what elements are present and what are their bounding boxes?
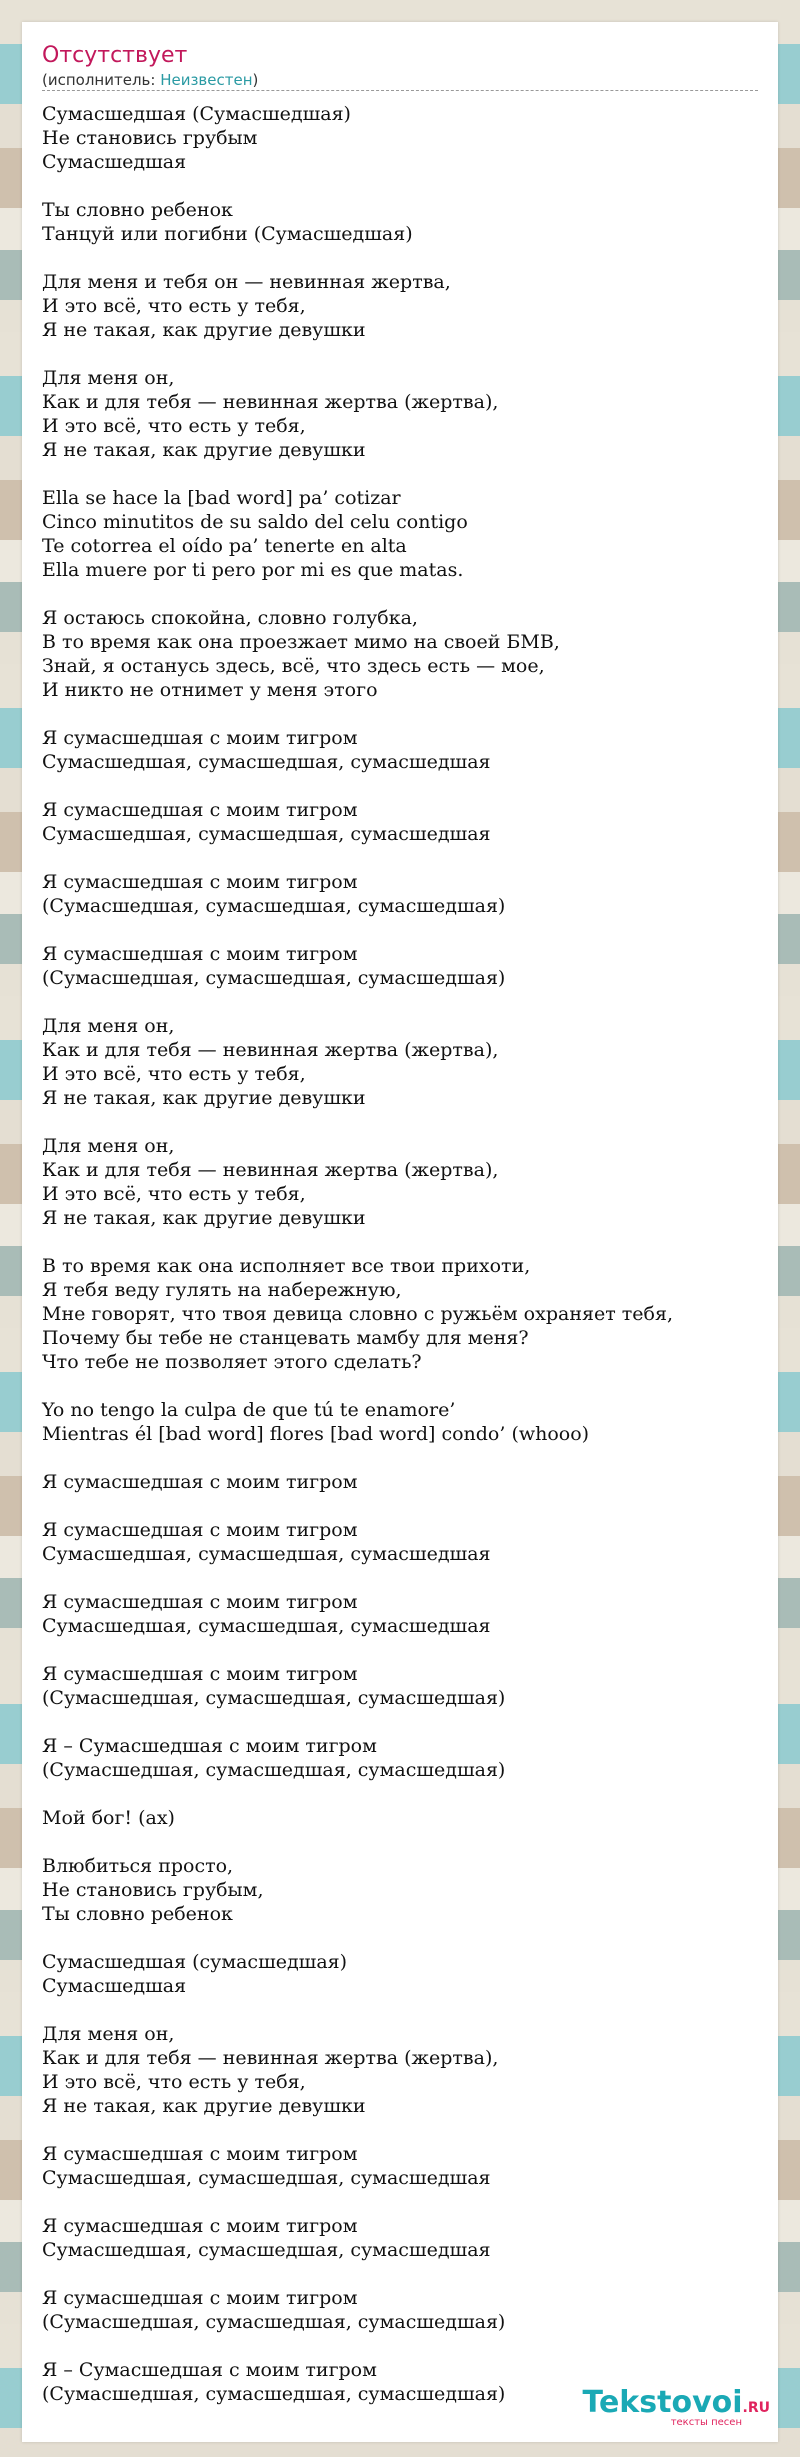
artist-link[interactable]: Неизвестен [160,71,253,89]
lyrics-line: Как и для тебя — невинная жертва (жертва), [42,1159,499,1181]
lyrics-line: Почему бы тебе не станцевать мамбу для меня? [42,1327,529,1349]
lyrics-line: Сумасшедшая, сумасшедшая, сумасшедшая [42,2239,491,2261]
lyrics-line: (Сумасшедшая, сумасшедшая, сумасшедшая) [42,2311,506,2333]
lyrics-stanza [42,1134,758,1230]
lyrics-line: Мне говорят, что твоя девица словно с ружьём охраняет тебя, [42,1303,673,1325]
lyrics-line: Я сумасшедшая с моим тигром [42,727,358,749]
lyrics-line: (Сумасшедшая, сумасшедшая, сумасшедшая) [42,967,506,989]
lyrics-stanza [42,1662,758,1710]
lyrics-line: Я не такая, как другие девушки [42,1207,366,1229]
lyrics-line: Влюбиться просто, [42,1855,234,1877]
lyrics-line: Сумасшедшая (Сумасшедшая) [42,103,351,125]
lyrics-line: (Сумасшедшая, сумасшедшая, сумасшедшая) [42,1687,506,1709]
lyrics-line: Я сумасшедшая с моим тигром [42,1591,358,1613]
lyrics-line: Я не такая, как другие девушки [42,319,366,341]
lyrics-line: Для меня он, [42,2023,175,2045]
lyrics-line: Как и для тебя — невинная жертва (жертва), [42,1039,499,1061]
lyrics-line: Для меня он, [42,1135,175,1157]
lyrics-stanza [42,2142,758,2190]
lyrics-line: Для меня и тебя он — невинная жертва, [42,271,451,293]
lyrics-line: Cinco minutitos de su saldo del celu contigo [42,511,468,533]
lyrics-stanza [42,102,758,174]
lyrics-stanza [42,2286,758,2334]
lyrics-stanza [42,1470,758,1494]
lyrics-line: Я не такая, как другие девушки [42,439,366,461]
lyrics-line: Я сумасшедшая с моим тигром [42,943,358,965]
lyrics-line: И никто не отнимет у меня этого [42,679,378,701]
lyrics-stanza [42,2022,758,2118]
lyrics-stanza [42,1254,758,1374]
lyrics-line: (Сумасшедшая, сумасшедшая, сумасшедшая) [42,1759,506,1781]
lyrics-stanza [42,1590,758,1638]
header-divider [42,90,758,91]
lyrics-line: Я сумасшедшая с моим тигром [42,871,358,893]
lyrics-line: Я тебя веду гулять на набережную, [42,1279,402,1301]
lyrics-line: И это всё, что есть у тебя, [42,295,306,317]
lyrics-line: Как и для тебя — невинная жертва (жертва), [42,391,499,413]
artist-prefix: (исполнитель: [42,71,161,89]
lyrics-line: Сумасшедшая [42,1975,187,1997]
lyrics-line: Сумасшедшая, сумасшедшая, сумасшедшая [42,1615,491,1637]
lyrics-line: Я сумасшедшая с моим тигром [42,1519,358,1541]
lyrics-line: Я не такая, как другие девушки [42,1087,366,1109]
lyrics-line: Ella muere por ti pero por mi es que matas. [42,559,464,581]
lyrics-line: Я не такая, как другие девушки [42,2095,366,2117]
lyrics-line: Я сумасшедшая с моим тигром [42,2143,358,2165]
lyrics-card [22,22,778,2442]
lyrics-line: Я сумасшедшая с моим тигром [42,2287,358,2309]
lyrics-line: И это всё, что есть у тебя, [42,1063,306,1085]
lyrics-line: Знай, я останусь здесь, всё, что здесь есть — мое, [42,655,545,677]
lyrics-line: Сумасшедшая (сумасшедшая) [42,1951,348,1973]
lyrics-line: Для меня он, [42,367,175,389]
lyrics-line: Сумасшедшая [42,151,187,173]
lyrics-line: Yo no tengo la culpa de que tú te enamore’ [42,1399,456,1421]
lyrics-stanza [42,198,758,246]
lyrics-line: Для меня он, [42,1015,175,1037]
lyrics-line: Я сумасшедшая с моим тигром [42,799,358,821]
lyrics-stanza [42,606,758,702]
logo-wordmark: Tekstovoi [582,2385,743,2420]
lyrics-line: Что тебе не позволяет этого сделать? [42,1351,422,1373]
lyrics-line: (Сумасшедшая, сумасшедшая, сумасшедшая) [42,2383,506,2405]
lyrics-line: Сумасшедшая, сумасшедшая, сумасшедшая [42,751,491,773]
lyrics-line: Как и для тебя — невинная жертва (жертва), [42,2047,499,2069]
artist-line [42,70,258,90]
lyrics-line: (Сумасшедшая, сумасшедшая, сумасшедшая) [42,895,506,917]
song-title: Отсутствует [42,43,188,68]
lyrics-line: Ella se hace la [bad word] pa’ cotizar [42,487,401,509]
lyrics-stanza [42,870,758,918]
lyrics-line: В то время как она исполняет все твои прихоти, [42,1255,531,1277]
lyrics-line: Не становись грубым [42,127,258,149]
lyrics-stanza [42,1014,758,1110]
lyrics-line: Ты словно ребенок [42,1903,233,1925]
lyrics-stanza [42,366,758,462]
lyrics-stanza [42,1854,758,1926]
artist-suffix: ) [252,71,259,89]
lyrics-line: И это всё, что есть у тебя, [42,415,306,437]
lyrics-line: Я сумасшедшая с моим тигром [42,1471,358,1493]
lyrics-stanza [42,2214,758,2262]
lyrics-stanza [42,798,758,846]
site-logo[interactable] [582,2387,770,2428]
lyrics-line: Сумасшедшая, сумасшедшая, сумасшедшая [42,2167,491,2189]
lyrics-line: Я остаюсь спокойна, словно голубка, [42,607,418,629]
lyrics-stanza [42,1734,758,1782]
lyrics-line: Сумасшедшая, сумасшедшая, сумасшедшая [42,823,491,845]
lyrics-line: Ты словно ребенок [42,199,233,221]
lyrics-stanza [42,1806,758,1830]
lyrics-stanza [42,1518,758,1566]
lyrics-line: Сумасшедшая, сумасшедшая, сумасшедшая [42,1543,491,1565]
lyrics-line: Танцуй или погибни (Сумасшедшая) [42,223,413,245]
lyrics-line: Mientras él [bad word] flores [bad word] condo’ (whooo) [42,1423,590,1445]
lyrics-stanza [42,270,758,342]
lyrics-stanza [42,1398,758,1446]
lyrics-line: Я сумасшедшая с моим тигром [42,2215,358,2237]
lyrics-line: Не становись грубым, [42,1879,264,1901]
lyrics-line: Я – Сумасшедшая с моим тигром [42,2359,377,2381]
lyrics-line: Мой бог! (ах) [42,1807,175,1829]
lyrics-line: Я сумасшедшая с моим тигром [42,1663,358,1685]
lyrics-line: Я – Сумасшедшая с моим тигром [42,1735,377,1757]
lyrics-stanza [42,1950,758,1998]
lyrics-stanza [42,942,758,990]
lyrics-stanza [42,726,758,774]
lyrics-line: В то время как она проезжает мимо на своей БМВ, [42,631,560,653]
logo-tagline: тексты песен [670,2417,742,2428]
lyrics-line: И это всё, что есть у тебя, [42,2071,306,2093]
lyrics-line: И это всё, что есть у тебя, [42,1183,306,1205]
lyrics-text [42,102,758,2430]
lyrics-line: Te cotorrea el oído pa’ tenerte en alta [42,535,407,557]
logo-tld: .RU [742,2400,770,2416]
lyrics-stanza [42,486,758,582]
